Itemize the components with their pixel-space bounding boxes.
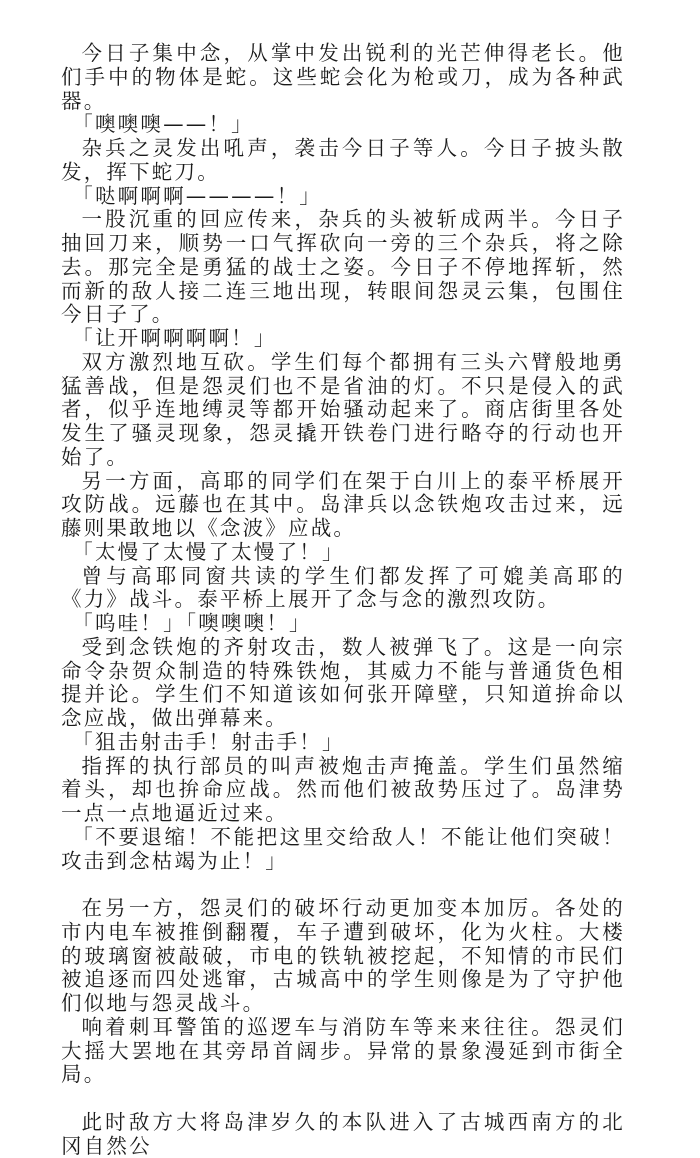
paragraph-dialog: 「太慢了太慢了太慢了！」 <box>72 539 345 564</box>
paragraph-narration: 响着刺耳警笛的巡逻车与消防车等来来往往。怨灵们大摇大罢地在其旁昂首阔步。异常的景象漫延到市街全局。 <box>61 1014 625 1087</box>
paragraph-dialog: 「让开啊啊啊啊！」 <box>72 326 277 350</box>
section-break <box>61 1087 625 1111</box>
paragraph-narration: 在另一方，怨灵们的破坏行动更加变本加厉。各处的市内电车被推倒翻覆，车子遭到破坏，化为火柱。大楼的玻璃窗被敲破，市电的铁轨被挖起，不知情的市民们被追逐而四处逃窜，古城高中的学生则像是为了守护他们似地与怨灵战斗。 <box>61 896 625 1015</box>
section-break <box>61 873 625 897</box>
paragraph-dialog: 「哒啊啊啊————！」 <box>72 183 322 208</box>
document-page <box>61 42 625 1158</box>
paragraph-dialog: 「呜哇！」「噢噢噢！」 <box>72 611 312 635</box>
paragraph-dialog: 「狙击射击手！射击手！」 <box>72 729 345 754</box>
paragraph-narration: 双方激烈地互砍。学生们每个都拥有三头六臂般地勇猛善战，但是怨灵们也不是省油的灯。不只是侵入的武者，似乎连地缚灵等都开始骚动起来了。商店街里各处发生了骚灵现象，怨灵撬开铁卷门进行略夺的行动也开始了。 <box>61 349 625 469</box>
paragraph-narration: 一股沉重的回应传来，杂兵的头被斩成两半。今日子抽回刀来，顺势一口气挥砍向一旁的三个杂兵，将之除去。那完全是勇猛的战士之姿。今日子不停地挥斩，然而新的敌人接二连三地出现，转眼间怨灵云集，包围住今日子了。 <box>61 207 625 327</box>
paragraph-narration: 另一方面，高耶的同学们在架于白川上的泰平桥展开攻防战。远藤也在其中。岛津兵以念铁炮攻击过来，远藤则果敢地以《念波》应战。 <box>61 468 625 540</box>
paragraph-dialog: 「噢噢噢——！」 <box>72 112 254 137</box>
paragraph-dialog: 「不要退缩！不能把这里交给敌人！不能让他们突破！攻击到念枯竭为止！」 <box>61 824 625 873</box>
paragraph-narration: 受到念铁炮的齐射攻击，数人被弹飞了。这是一向宗命令杂贺众制造的特殊铁炮，其威力不能与普通货色相提并论。学生们不知道该如何张开障壁，只知道拚命以念应战，做出弹幕来。 <box>61 634 625 730</box>
paragraph-narration: 杂兵之灵发出吼声，袭击今日子等人。今日子披头散发，挥下蛇刀。 <box>61 136 625 184</box>
paragraph-narration: 此时敌方大将岛津岁久的本队进入了古城西南方的北冈自然公 <box>61 1109 625 1158</box>
paragraph-narration: 指挥的执行部员的叫声被炮击声掩盖。学生们虽然缩着头，却也拚命应战。然而他们被敌势压过了。岛津势一点一点地逼近过来。 <box>61 753 625 825</box>
paragraph-narration: 曾与高耶同窗共读的学生们都发挥了可媲美高耶的《力》战斗。泰平桥上展开了念与念的激烈攻防。 <box>61 563 625 612</box>
paragraph-narration: 今日子集中念，从掌中发出锐利的光芒伸得老长。他们手中的物体是蛇。这些蛇会化为枪或刀，成为各种武器。 <box>61 41 625 113</box>
